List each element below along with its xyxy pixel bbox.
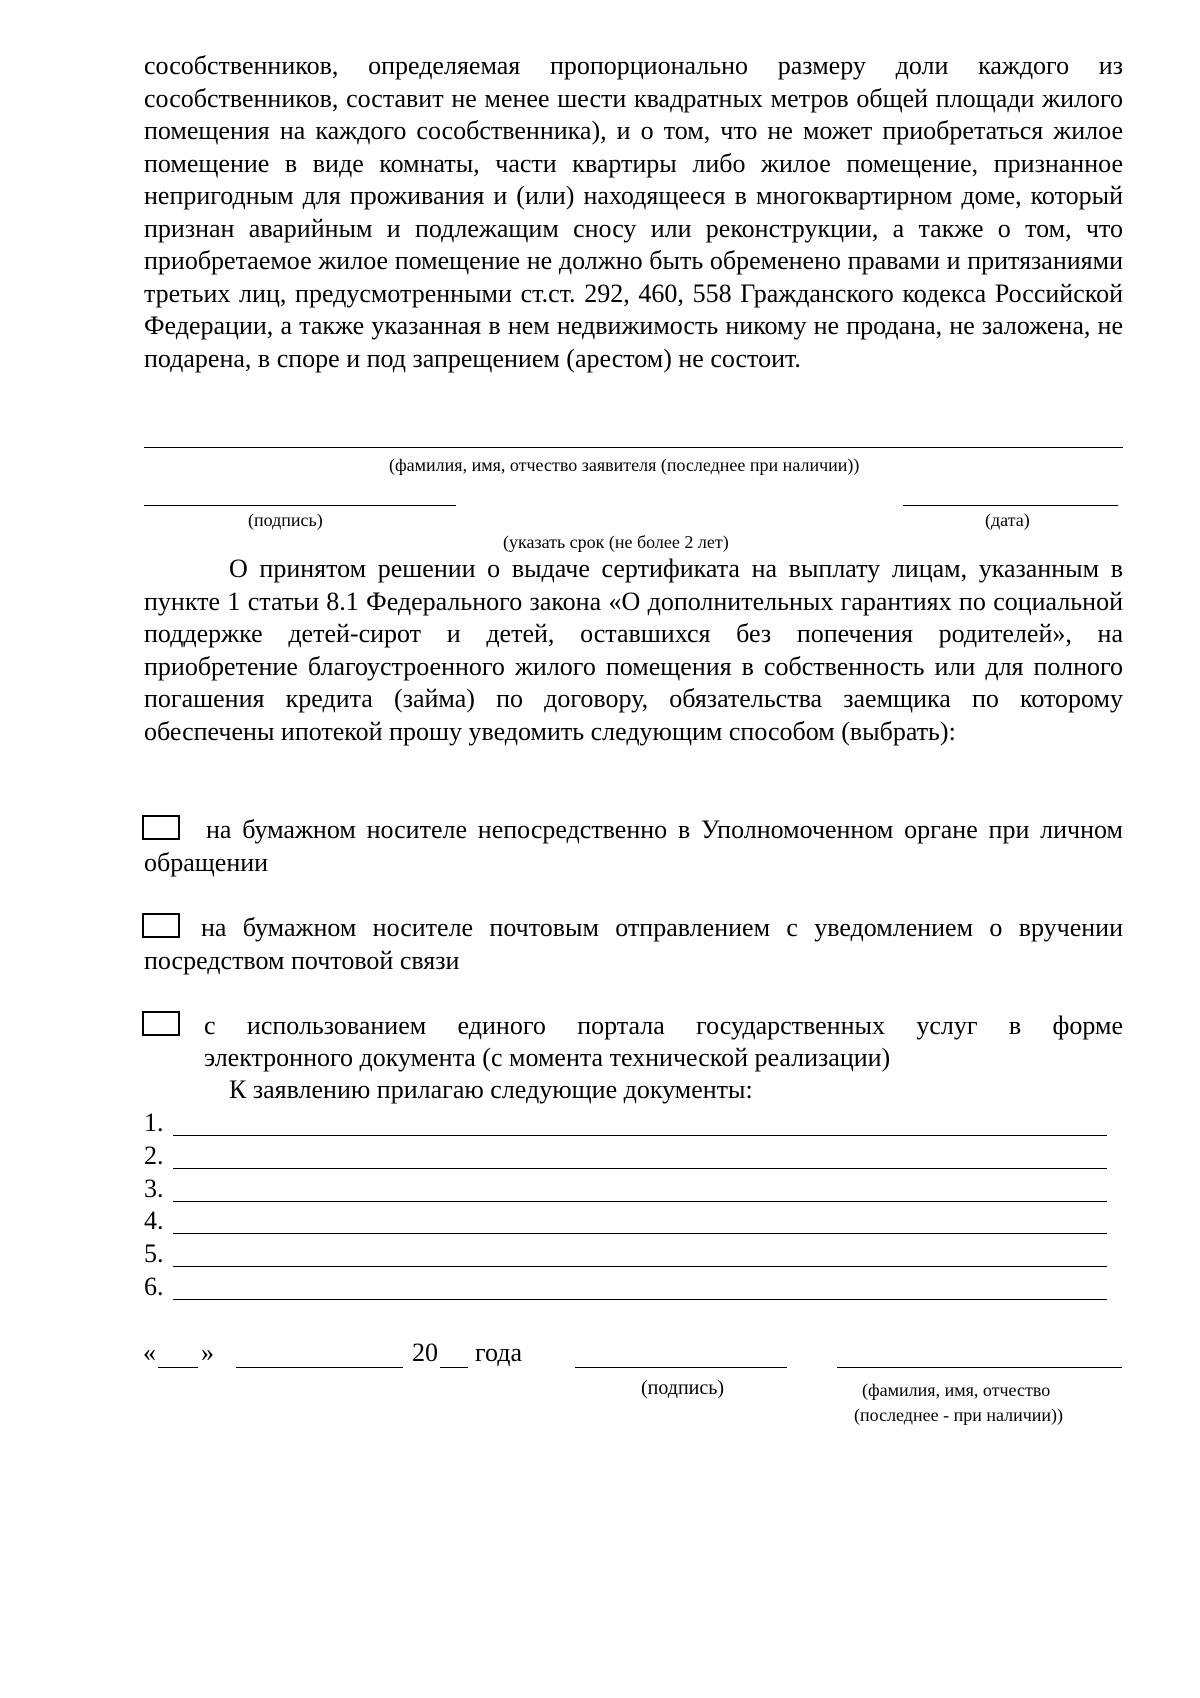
option-gosuslugi-label-line2: электронного документа (с момента технической реализации) (204, 1043, 891, 1072)
attachment-number: 6. (144, 1272, 164, 1301)
date-quote-close: » (201, 1338, 214, 1367)
attachment-line[interactable] (173, 1266, 1107, 1267)
footer-signature-caption: (подпись) (641, 1377, 725, 1399)
attachment-line[interactable] (173, 1168, 1107, 1169)
notification-paragraph: О принятом решении о выдаче сертификата на выплату лицам, указанным в пункте 1 статьи 8.1 Федерального закона «О дополнительных гарантиях по социальной поддержке детей-сирот и детей, оставшихся без попечения родителей», на приобретение благоустроенного жилого помещения в собственность или для полного погашения кредита (займа) по договору, обязательства заемщика по которому обеспечены ипотекой прошу уведомить следующим способом (выбрать): (144, 554, 1123, 746)
option-paper-mail-label: на бумажном носителе почтовым отправлением с уведомлением о вручении посредством почтовой связи (144, 913, 1123, 975)
option-paper-in-person-label: на бумажном носителе непосредственно в Уполномоченном органе при личном обращении (144, 815, 1123, 877)
attachment-number: 2. (144, 1141, 164, 1170)
attachment-number: 1. (144, 1108, 164, 1137)
year-prefix: 20 (412, 1338, 438, 1367)
footer-signature-line[interactable] (575, 1367, 787, 1368)
applicant-signature-line[interactable] (144, 505, 456, 506)
attachment-line[interactable] (173, 1299, 1107, 1300)
option-gosuslugi-label-line1: с использованием единого портала государственных услуг в форме (204, 1011, 1123, 1040)
top-paragraph: сособственников, определяемая пропорционально размеру доли каждого из сособственников, составит не менее шести квадратных метров общей площади жилого помещения на каждого сособственника), и о том, что не может приобретаться жилое помещение в виде комнаты, части квартиры либо жилое помещение, признанное непригодным для проживания и (или) находящееся в многоквартирном доме, который признан аварийным и подлежащим сносу или реконструкции, а также о том, что приобретаемое жилое помещение не должно быть обременено правами и притязаниями третьих лиц, предусмотренными ст.ст. 292, 460, 558 Гражданского кодекса Российской Федерации, а также указанная в нем недвижимость никому не продана, не заложена, не подарена, в споре и под запрещением (арестом) не состоит. (144, 51, 1123, 373)
footer-fio-caption-line1: (фамилия, имя, отчество (862, 1380, 1051, 1400)
applicant-date-caption: (дата) (985, 510, 1030, 530)
attachment-number: 3. (144, 1174, 164, 1203)
applicant-fio-caption: (фамилия, имя, отчество заявителя (последнее при наличии)) (389, 455, 860, 475)
attachment-number: 5. (144, 1239, 164, 1268)
year-line[interactable] (440, 1367, 468, 1368)
attachment-number: 4. (144, 1206, 164, 1235)
applicant-signature-caption: (подпись) (248, 510, 323, 530)
month-line[interactable] (236, 1367, 403, 1368)
attachment-line[interactable] (173, 1201, 1107, 1202)
footer-fio-caption-line2: (последнее - при наличии)) (854, 1405, 1064, 1425)
year-suffix: года (475, 1338, 523, 1367)
term-caption: (указать срок (не более 2 лет) (503, 532, 729, 552)
attachment-line[interactable] (173, 1233, 1107, 1234)
day-line[interactable] (158, 1367, 198, 1368)
applicant-date-line[interactable] (903, 505, 1118, 506)
attachments-heading: К заявлению прилагаю следующие документы: (229, 1075, 753, 1104)
footer-fio-line[interactable] (837, 1367, 1122, 1368)
applicant-fio-line[interactable] (144, 447, 1123, 448)
option-gosuslugi-checkbox[interactable] (142, 1011, 180, 1036)
attachment-line[interactable] (173, 1135, 1107, 1136)
date-quote-open: « (143, 1338, 156, 1367)
